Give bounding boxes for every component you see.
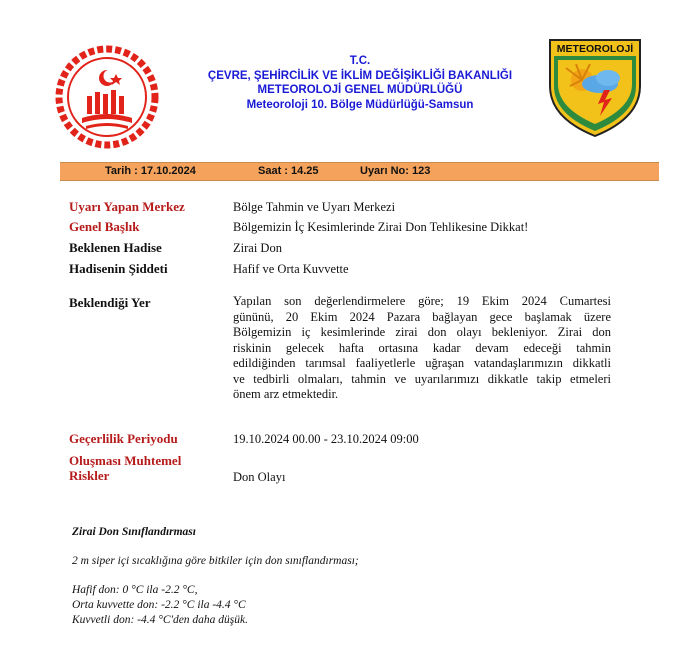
place-line: gününü, 20 Ekim 2024 Pazara bağlayan gece başlamak üzere [233, 309, 611, 324]
warning-number-text: Uyarı No: 123 [360, 165, 431, 177]
header-block [190, 54, 530, 112]
place-line: Yapılan son değerlendirmelere göre; 19 Ekim 2024 Cumartesi [233, 294, 611, 308]
event-label: Beklenen Hadise [69, 240, 162, 255]
date-text: Tarih : 17.10.2024 [105, 165, 196, 177]
classification-item: Hafif don: 0 °C ila -2.2 °C, [72, 584, 198, 596]
classification-item: Orta kuvvette don: -2.2 °C ila -4.4 °C [72, 599, 246, 611]
meteoroloji-logo [548, 38, 642, 138]
place-line: riskinin gelecek hafta ortasına kadar devam edeceği tahmin [233, 340, 611, 355]
center-label: Uyarı Yapan Merkez [69, 199, 185, 214]
place-line: önem arz etmektedir. [233, 387, 339, 401]
validity-label: Geçerlilik Periyodu [69, 431, 178, 446]
info-bar [60, 162, 659, 181]
header-tc: T.C. [349, 55, 371, 67]
classification-item: Kuvvetli don: -4.4 °C'den daha düşük. [72, 614, 249, 626]
event-value: Zirai Don [233, 241, 282, 255]
place-line: ve tedbirli olmaları, tahmin ve uyarılarımızı dikkatle takip etmeleri [233, 371, 611, 386]
time-text: Saat : 14.25 [258, 165, 319, 177]
risk-label-line2: Riskler [69, 468, 110, 483]
risk-label-line1: Oluşması Muhtemel [69, 453, 182, 468]
title-label: Genel Başlık [69, 219, 140, 234]
risk-value: Don Olayı [233, 470, 286, 484]
place-label: Beklendiği Yer [69, 295, 151, 310]
title-value: Bölgemizin İç Kesimlerinde Zirai Don Tehlikesine Dikkat! [233, 220, 529, 234]
severity-label: Hadisenin Şiddeti [69, 261, 168, 276]
place-description [233, 294, 611, 403]
validity-value: 19.10.2024 00.00 - 23.10.2024 09:00 [233, 432, 419, 446]
center-value: Bölge Tahmin ve Uyarı Merkezi [233, 200, 396, 214]
place-line: Bölgemizin iç kesimlerinde zirai don olayı bekleniyor. Zirai don [233, 325, 611, 339]
severity-value: Hafif ve Orta Kuvvette [233, 262, 349, 276]
header-directorate: METEOROLOJİ GENEL MÜDÜRLÜĞÜ [257, 84, 463, 96]
logo-wordmark: METEOROLOJİ [556, 43, 634, 55]
ministry-emblem-logo [54, 44, 160, 150]
header-ministry: ÇEVRE, ŞEHİRCİLİK VE İKLİM DEĞİŞİKLİĞİ BAKANLIĞI [207, 69, 513, 82]
classification-title: Zirai Don Sınıflandırması [72, 526, 196, 538]
classification-intro: 2 m siper içi sıcaklığına göre bitkiler için don sınıflandırması; [72, 555, 359, 567]
place-line: edildiğinden tarımsal faaliyetlerle uğraşan vatandaşlarımızın dikkatli [233, 356, 611, 370]
header-regional-office: Meteoroloji 10. Bölge Müdürlüğü-Samsun [246, 98, 474, 111]
